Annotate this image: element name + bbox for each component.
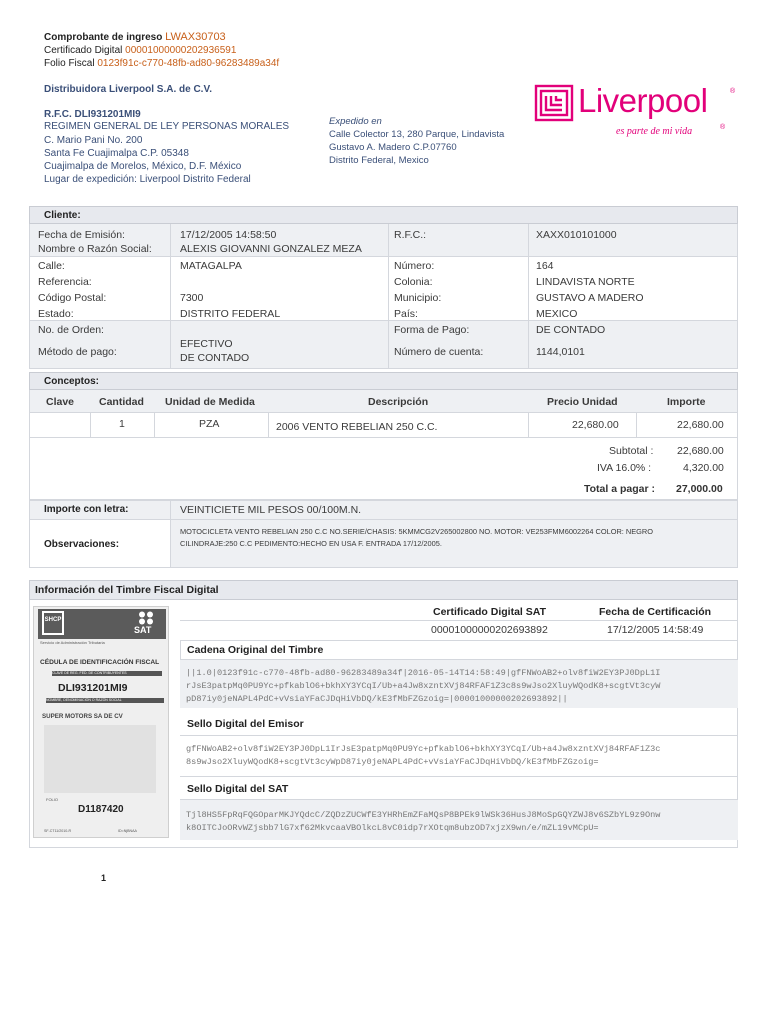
cedula-fiscal-image [33,606,169,838]
cedula-clave-band [52,671,162,676]
col-divider [170,224,171,368]
iva-value: 4,320.00 [683,462,724,474]
orden-label: No. de Orden: [38,324,104,336]
fecha-value: 17/12/2005 14:58:50 [180,229,277,241]
expedido-line3: Distrito Federal, Mexico [329,155,429,166]
issuer-rfc: R.F.C. DLI931201MI9 [44,109,141,120]
cert-sat-value: 00001000000202693892 [431,624,548,636]
item-descripcion: 2006 VENTO REBELIAN 250 C.C. [276,421,438,433]
cadena-line-1: ||1.0|0123f91c-c770-48fb-ad80-96283489a34f|2016-05-14T14:58:49|gfFNWoAB2+olv8fiW2EY3PJ0DpL1I [186,668,661,678]
forma-label: Forma de Pago: [394,324,470,336]
rfc-label: R.F.C.: [394,229,427,241]
obs-line-1: MOTOCICLETA VENTO REBELIAN 250 C.C NO.SERIE/CHASIS: 5KMMCG2V265002800 NO. MOTOR: VE253FMM6002264 COLOR: NEGRO [180,527,654,536]
cedula-folio-label: FOLIO [46,797,59,802]
subtotal-value: 22,680.00 [677,445,724,457]
sello-emisor-label: Sello Digital del Emisor [187,718,304,730]
col-importe: Importe [667,396,706,408]
iva-label: IVA 16.0% : [597,462,652,474]
comprobante-value: LWAX30703 [165,31,226,43]
cuenta-label: Número de cuenta: [394,346,484,358]
issuer-address3: Cuajimalpa de Morelos, México, D.F. México [44,161,242,172]
obs-label: Observaciones: [44,539,120,550]
cadena-line-3: pD87iy0jeNAPL4PdC+vVsiaYFaCJDqHiVbDQ/kE3fMbFZGzoig=|00001000000202693892|| [186,694,568,704]
page-number: 1 [101,873,107,883]
total-label: Total a pagar : [584,483,655,495]
obs-line-2: CILINDRAJE:250 C.C PEDIMENTO:HECHO EN USA F. ENTRADA 17/12/2005. [180,539,442,548]
metodo-label: Método de pago: [38,346,117,358]
col-divider [636,412,637,438]
certificado-line [44,45,236,57]
cadena-label: Cadena Original del Timbre [187,644,324,656]
registered-icon-2: ® [720,124,726,131]
item-precio: 22,680.00 [572,419,619,431]
row-divider [29,256,738,257]
row-divider [29,320,738,321]
comprobante-line [44,31,226,44]
cedula-razon: SUPER MOTORS SA DE CV [42,713,123,720]
sello-sat-line-1: Tjl8HS5FpRqFQGOparMKJYQdcC/ZQDzZUCWfE3YHRhEmZFaMQsP8BPEk9lWSk36HusJ8MoSpGQYZWJ8v6SZbYL9z9Onw [186,810,661,820]
cliente-section-header [29,206,738,224]
forma-value: DE CONTADO [536,324,606,336]
col-divider [528,224,529,368]
municipio-value: GUSTAVO A MADERO [536,292,644,304]
calle-value: MATAGALPA [180,260,242,272]
col-divider [268,412,269,438]
row-divider [29,368,738,369]
pais-label: País: [394,308,418,320]
sello-emisor-line-2: 8s9wJso2XluyWQodK8+scgtVt3cyWpD87iy0jeNAPL4PdC+vVsiaYFaCJDqHiVbDQ/kE3fMbFZGzoig= [186,757,599,767]
col-divider [170,520,171,568]
col-divider [90,412,91,438]
registered-icon: ® [730,88,736,95]
sat-logo-icon [138,611,154,625]
cedula-clave-label: CLAVE DE REG. FED. DE CONTRIBUYENTES [52,671,127,675]
nombre-label: Nombre o Razón Social: [38,243,152,255]
metodo-value-2: DE CONTADO [180,352,250,364]
col-divider [528,412,529,438]
sello-emisor-line-1: gfFNWoAB2+olv8fiW2EY3PJ0DpL1IrJsE3patpMq0PU9Yc+pfkablO6+bkhXY3YCqI/Ub+a4Jw8xzntXVj84RFAF1Z3c [186,744,661,754]
metodo-value-1: EFECTIVO [180,338,233,350]
municipio-label: Municipio: [394,292,442,304]
cedula-nombre-band [46,698,164,703]
fecha-label: Fecha de Emisión: [38,229,125,241]
item-importe: 22,680.00 [677,419,724,431]
rfc-value: XAXX010101000 [536,229,617,241]
folio-value: 0123f91c-c770-48fb-ad80-96283489a34f [97,58,280,69]
calle-label: Calle: [38,260,65,272]
folio-line [44,58,279,70]
cp-label: Código Postal: [38,292,107,304]
colonia-label: Colonia: [394,276,433,288]
estado-label: Estado: [38,308,74,320]
fecha-cert-label: Fecha de Certificación [599,606,712,618]
item-unidad: PZA [199,418,220,430]
logo-tagline: es parte de mi vida [616,126,693,137]
cedula-nombre-label: NOMBRE, DENOMINACIÓN O RAZÓN SOCIAL [46,698,122,702]
cedula-sat: SAT [134,625,152,635]
cedula-barcode-area [44,725,156,793]
col-precio: Precio Unidad [547,396,618,408]
cedula-rfc: DLI931201MI9 [58,682,128,694]
cliente-row-bg-2 [30,256,737,320]
cedula-title: CÉDULA DE IDENTIFICACIÓN FISCAL [40,659,160,666]
expedido-line1: Calle Colector 13, 280 Parque, Lindavista [329,129,505,140]
certificado-label: Certificado Digital [44,45,123,56]
letra-row [29,500,738,520]
conceptos-title: Conceptos: [44,376,99,387]
cedula-shcp: SHCP [44,617,62,623]
cedula-footer-left: SF-CT11/2010-R [44,829,72,833]
conceptos-section-header [29,372,738,390]
sello-sat-label: Sello Digital del SAT [187,783,289,795]
col-divider [170,500,171,520]
certificado-value: 00001000000202936591 [125,45,237,56]
liverpool-logo [534,82,734,142]
timbre-section-header [29,580,738,600]
cadena-line-2: rJsE3patpMq0PU9Yc+pfkablO6+bkhXY3YCqI/Ub+a4Jw8xzntXVj84RFAF1Z3c8s9wJso2XluyWQodK8+scgtVt3cyW [186,681,661,691]
numero-label: Número: [394,260,435,272]
cert-sat-label: Certificado Digital SAT [433,606,546,618]
total-value: 27,000.00 [676,483,723,495]
col-divider [388,224,389,368]
estado-value: DISTRITO FEDERAL [180,308,281,320]
cp-value: 7300 [180,292,204,304]
numero-value: 164 [536,260,554,272]
issuer-address1: C. Mario Pani No. 200 [44,135,143,146]
logo-brand: Liverpool [578,82,708,119]
fecha-cert-value: 17/12/2005 14:58:49 [607,624,704,636]
expedido-title: Expedido en [329,116,382,127]
col-cantidad: Cantidad [99,396,144,408]
cuenta-value: 1144,0101 [536,346,585,358]
comprobante-label: Comprobante de ingreso [44,32,163,43]
pais-value: MEXICO [536,308,578,320]
cedula-servicio: Servicio de Administración Tributaria [40,640,105,645]
issuer-name: Distribuidora Liverpool S.A. de C.V. [44,84,212,95]
letra-label: Importe con letra: [44,504,129,515]
cliente-title: Cliente: [44,210,81,221]
col-clave: Clave [46,396,75,408]
issuer-regimen: REGIMEN GENERAL DE LEY PERSONAS MORALES [44,121,290,132]
expedido-line2: Gustavo A. Madero C.P.07760 [329,142,457,153]
cliente-row-bg-3 [30,320,737,368]
col-descripcion: Descripción [368,396,429,408]
col-unidad: Unidad de Medida [165,396,255,408]
item-cantidad: 1 [119,418,125,430]
sello-sat-line-2: k8OITCJoORvWZjsbb7lG7xf62MkvcaaVBOlkcL8vC0idp7rXOtqm8ubzOD7xjzX9wn/e/mZL19vMCpU= [186,823,599,833]
referencia-label: Referencia: [38,276,92,288]
col-divider [154,412,155,438]
colonia-value: LINDAVISTA NORTE [536,276,635,288]
folio-label: Folio Fiscal [44,58,95,69]
issuer-address2: Santa Fe Cuajimalpa C.P. 05348 [44,148,189,159]
nombre-value: ALEXIS GIOVANNI GONZALEZ MEZA [180,243,362,255]
timbre-title: Información del Timbre Fiscal Digital [35,584,219,596]
issuer-lugar: Lugar de expedición: Liverpool Distrito Federal [44,174,251,185]
shcp-logo-icon [42,611,64,635]
subtotal-label: Subtotal : [609,445,654,457]
cedula-footer-right: ID=NjBNAA [118,829,137,833]
cedula-folio: D1187420 [78,804,124,815]
letra-value: VEINTICIETE MIL PESOS 00/100M.N. [180,504,362,516]
